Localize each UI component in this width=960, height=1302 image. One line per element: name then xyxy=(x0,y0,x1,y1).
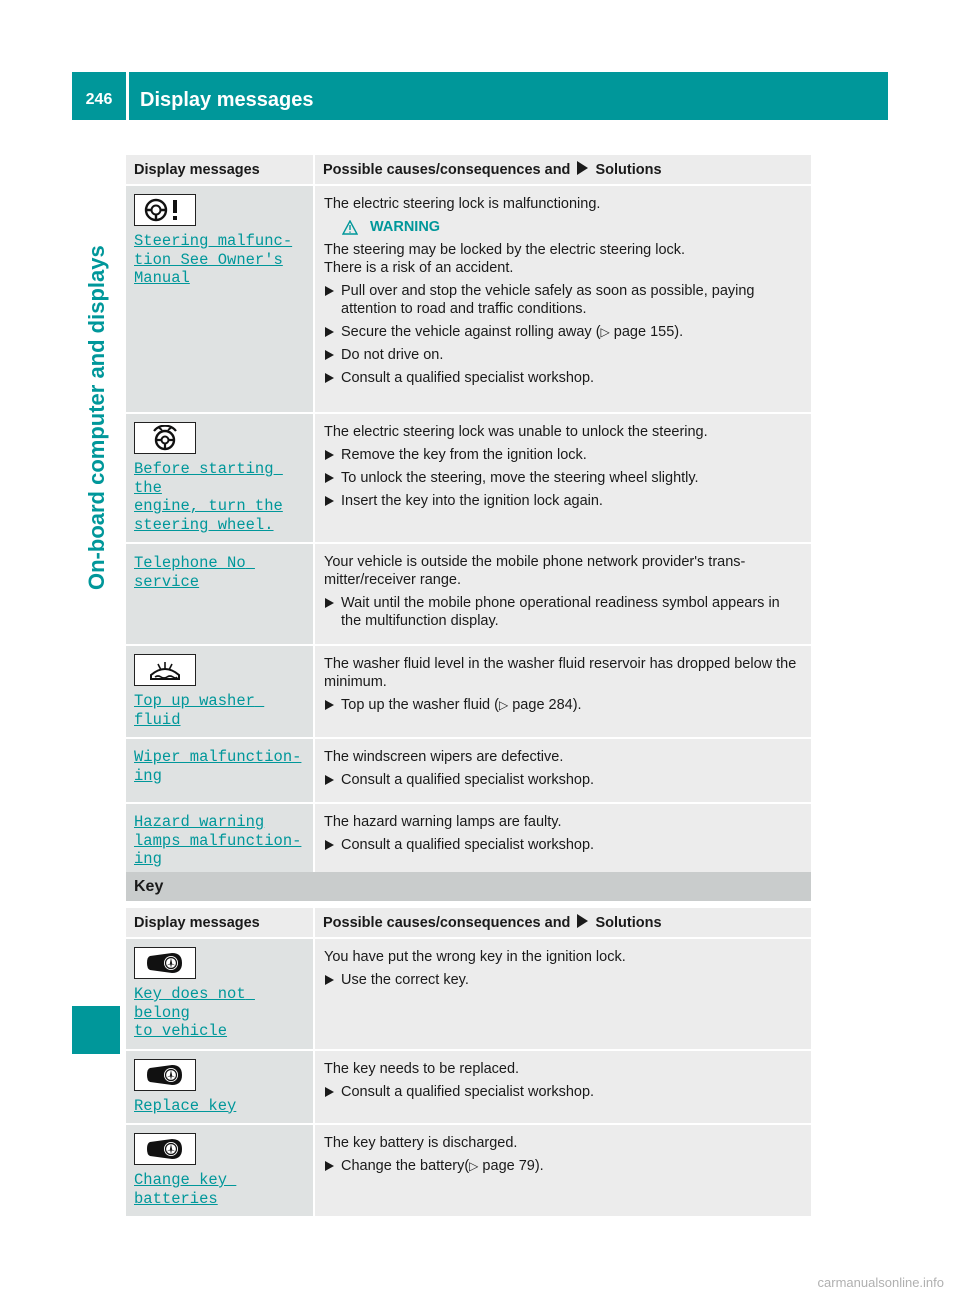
table-row xyxy=(126,544,811,646)
step-arrow-icon xyxy=(325,286,334,296)
col-header-causes xyxy=(315,155,811,186)
page-ref-icon: ▷ xyxy=(498,698,509,712)
solution-step xyxy=(324,1157,803,1175)
display-messages-table xyxy=(126,155,811,879)
warning-triangle-icon xyxy=(342,220,358,235)
solution-step xyxy=(324,446,803,464)
causes-cell xyxy=(315,1125,811,1218)
page-ref-link[interactable]: page 79). xyxy=(478,1158,544,1174)
step-text: Insert the key into the ignition lock again. xyxy=(341,493,603,509)
cause-text: Your vehicle is outside the mobile phone network provider's trans‑ mitter/receiver range. xyxy=(324,554,746,588)
table-header-row xyxy=(126,155,811,186)
solution-step xyxy=(324,346,803,364)
warning-detail: The steering may be locked by the electric steering lock. xyxy=(324,242,686,258)
display-message-cell xyxy=(126,1125,315,1218)
solution-step xyxy=(324,771,803,789)
page-ref-icon: ▷ xyxy=(600,325,610,339)
display-message-cell xyxy=(126,1051,315,1126)
step-text: Consult a qualified specialist workshop. xyxy=(341,772,595,788)
solution-step xyxy=(324,282,803,318)
step-text: Do not drive on. xyxy=(341,347,444,363)
step-arrow-icon xyxy=(325,1087,334,1097)
car-key-icon xyxy=(134,947,196,979)
step-arrow-icon xyxy=(325,327,334,337)
header-divider xyxy=(126,72,129,120)
step-arrow-icon xyxy=(325,840,334,850)
table-row xyxy=(126,186,811,414)
table-row xyxy=(126,804,811,879)
warning-label xyxy=(342,218,803,236)
solution-step xyxy=(324,323,803,341)
cause-text: The windscreen wipers are defective. xyxy=(324,749,564,765)
display-message-cell xyxy=(126,646,315,739)
steering-lock-warning-icon xyxy=(134,194,196,226)
solution-step xyxy=(324,469,803,487)
step-text: Remove the key from the ignition lock. xyxy=(341,447,587,463)
table-row xyxy=(126,939,811,1051)
section-header-key xyxy=(126,872,811,901)
table-row xyxy=(126,646,811,739)
step-arrow-icon xyxy=(325,350,334,360)
key-messages-table xyxy=(126,908,811,1218)
cause-text: The hazard warning lamps are faulty. xyxy=(324,814,562,830)
step-arrow-icon xyxy=(325,496,334,506)
col-header-display-messages: Display messages xyxy=(126,908,315,939)
step-arrow-icon xyxy=(325,700,334,710)
washer-fluid-icon xyxy=(134,654,196,686)
cause-text: The washer fluid level in the washer fluid reservoir has dropped below the minimum. xyxy=(324,656,797,690)
message-text: Steering malfunc‑ tion See Owner's Manual xyxy=(134,232,293,287)
step-text: Consult a qualified specialist workshop. xyxy=(341,1083,595,1100)
solution-step xyxy=(324,1083,803,1101)
display-message-cell xyxy=(126,739,315,804)
page-title: Display messages xyxy=(140,89,314,111)
step-text: Secure the vehicle against rolling away ( xyxy=(341,324,601,340)
steering-wheel-icon xyxy=(134,422,196,454)
warning-text: WARNING xyxy=(370,219,441,235)
watermark: carmanualsonline.info xyxy=(817,1275,944,1290)
causes-cell xyxy=(315,646,811,739)
col-header-solutions-text: Solutions xyxy=(595,162,662,178)
step-arrow-icon xyxy=(325,450,334,460)
col-header-display-messages: Display messages xyxy=(126,155,315,186)
step-text: Wait until the mobile phone operational readiness symbol appears in the multifunction display. xyxy=(341,595,780,629)
table-row xyxy=(126,1125,811,1218)
step-arrow-icon xyxy=(325,373,334,383)
cause-text: The electric steering lock was unable to unlock the steering. xyxy=(324,424,708,440)
page-number: 246 xyxy=(85,91,113,108)
message-text: Wiper malfunction‑ ing xyxy=(134,748,302,785)
causes-cell xyxy=(315,1051,811,1126)
col-header-causes xyxy=(315,908,811,939)
message-text: Hazard warning lamps malfunction‑ ing xyxy=(134,813,302,868)
step-arrow-icon xyxy=(325,1161,334,1171)
page-ref-link[interactable]: page 284). xyxy=(508,697,582,713)
display-message-cell xyxy=(126,804,315,879)
message-text: Top up washer fluid xyxy=(134,692,265,729)
step-text: Top up the washer fluid ( xyxy=(341,697,499,713)
cause-text: You have put the wrong key in the ignition lock. xyxy=(324,949,626,965)
step-text: Consult a qualified specialist workshop. xyxy=(341,370,595,386)
message-text: Key does not belong to vehicle xyxy=(134,985,246,1040)
section-title: Key xyxy=(134,878,164,895)
message-text: Replace key xyxy=(134,1096,237,1115)
side-tab-label: On-board computer and displays xyxy=(84,245,109,590)
display-message-cell xyxy=(126,414,315,544)
solution-step xyxy=(324,696,803,714)
warning-detail: There is a risk of an accident. xyxy=(324,260,514,276)
page-ref-link[interactable]: page 155). xyxy=(609,324,684,340)
step-text: To unlock the steering, move the steering wheel slightly. xyxy=(341,470,699,486)
step-arrow-icon xyxy=(325,775,334,785)
cause-text: The key battery is discharged. xyxy=(324,1135,518,1151)
solution-step xyxy=(324,369,803,387)
solution-step xyxy=(324,492,803,510)
solution-step xyxy=(324,836,803,854)
col-header-causes-text: Possible causes/consequences and xyxy=(323,915,571,931)
message-text: Change key batteries xyxy=(134,1171,237,1208)
message-text: Telephone No service xyxy=(134,554,255,591)
cause-text: The electric steering lock is malfunctioning. xyxy=(324,196,601,212)
step-arrow-icon xyxy=(325,473,334,483)
causes-cell xyxy=(315,544,811,646)
causes-cell xyxy=(315,939,811,1051)
table-row xyxy=(126,1051,811,1126)
step-text: Change the battery( xyxy=(341,1158,470,1174)
step-text: Use the correct key. xyxy=(341,972,469,988)
display-message-cell xyxy=(126,186,315,414)
message-text: Before starting the engine, turn the steering wheel. xyxy=(134,460,283,534)
table-row xyxy=(126,414,811,544)
display-message-cell xyxy=(126,544,315,646)
causes-cell xyxy=(315,739,811,804)
step-text: Consult a qualified specialist workshop. xyxy=(341,837,595,853)
causes-cell xyxy=(315,804,811,879)
step-text: Pull over and stop the vehicle safely as soon as possible, paying attention to road and traffic conditions. xyxy=(341,283,755,317)
causes-cell xyxy=(315,186,811,414)
table-header-row xyxy=(126,908,811,939)
col-header-solutions-text: Solutions xyxy=(595,915,662,931)
causes-cell xyxy=(315,414,811,544)
arrow-icon xyxy=(577,914,588,928)
car-key-icon xyxy=(134,1059,196,1091)
display-message-cell xyxy=(126,939,315,1051)
side-tab-marker xyxy=(72,1006,120,1054)
page-ref-icon: ▷ xyxy=(469,1159,479,1173)
arrow-icon xyxy=(577,161,588,175)
cause-text: The key needs to be replaced. xyxy=(324,1060,520,1077)
page-header xyxy=(72,72,888,120)
solution-step xyxy=(324,971,803,989)
car-key-icon xyxy=(134,1133,196,1165)
table-row xyxy=(126,739,811,804)
step-arrow-icon xyxy=(325,975,334,985)
solution-step xyxy=(324,594,803,630)
col-header-causes-text: Possible causes/consequences and xyxy=(323,162,571,178)
step-arrow-icon xyxy=(325,598,334,608)
